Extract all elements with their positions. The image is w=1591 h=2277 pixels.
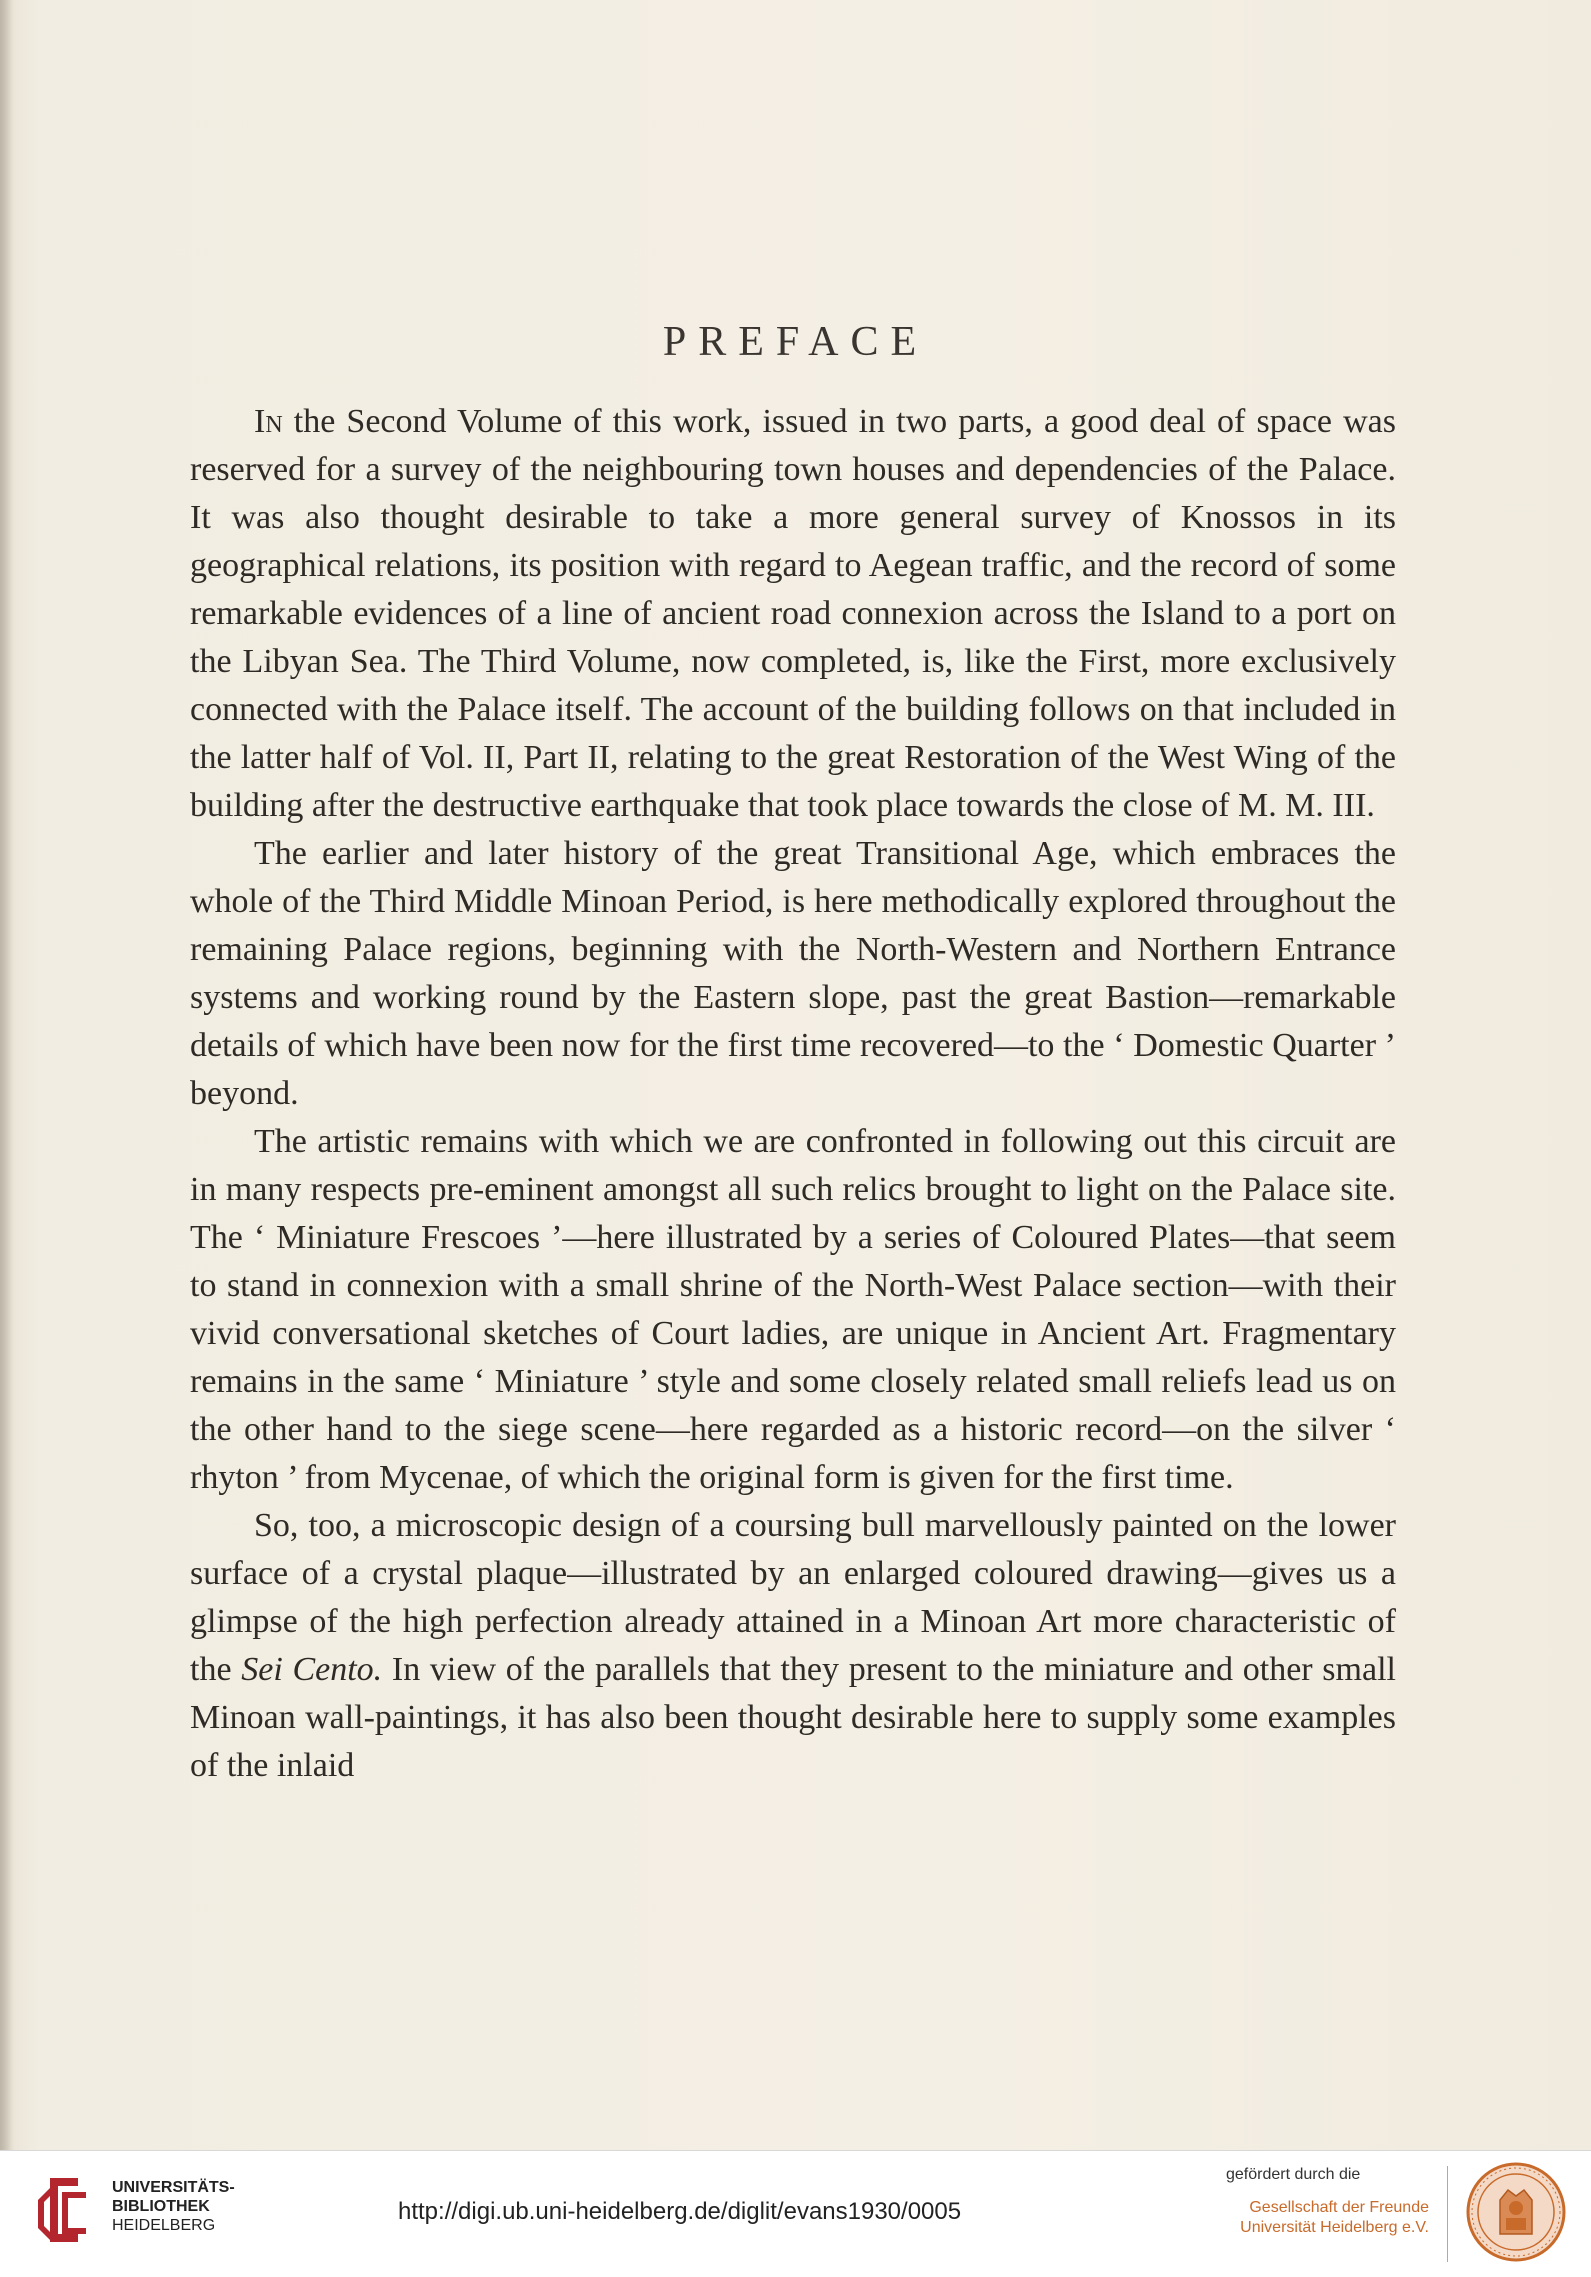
paragraph-1-lead: In (254, 403, 283, 440)
page-title: PREFACE (662, 319, 929, 365)
paragraph-3: The artistic remains with which we are confronted in following out this circuit are in many respects pre-eminent amongst all such relics brought to light on the Palace site. The ‘ Miniature Frescoes ’—here illustrated by a series of Coloured Plates—that seem to stand in connexion with a small shrine of the North-West Palace section—with their vivid conversational sketches of Court ladies, are unique in Ancient Art. Fragmentary remains in the same ‘ Miniature ’ style and some closely related small reliefs lead us on the other hand to the siege scene—here regarded as a historic record—on the silver ‘ rhyton ’ from Mycenae, of which the original form is given for the first time. (190, 1123, 1396, 1496)
library-name (112, 2178, 235, 2235)
paragraph-1-text: the Second Volume of this work, issued in two parts, a good deal of space was reserved for a survey of the neighbouring town houses and dependencies of the Palace. It was also thought desirable to take a more general survey of Knossos in its geographical relations, its position with regard to Aegean traffic, and the record of some remarkable evidences of a line of ancient road connexion across the Island to a port on the Libyan Sea. The Third Volume, now completed, is, like the First, more exclusively connected with the Palace itself. The account of the building follows on that included in the latter half of Vol. II, Part II, relating to the great Restoration of the West Wing of the building after the destructive earthquake that took place towards the close of M. M. III. (190, 403, 1396, 824)
paragraph-4 (190, 1502, 1396, 1790)
paragraph-2: The earlier and later history of the great Transitional Age, which embraces the whole of the Third Middle Minoan Period, is here methodically explored throughout the remaining Palace regions, beginning with the North-Western and Northern Entrance systems and working round by the Eastern slope, past the great Bastion—remarkable details of which have been now for the first time recovered—to the ‘ Domestic Quarter ’ beyond. (190, 835, 1396, 1112)
society-name-line-2: Universität Heidelberg e.V. (1240, 2219, 1429, 2236)
university-library-logo-icon (32, 2170, 96, 2250)
library-name-line-3: HEIDELBERG (112, 2217, 216, 2234)
society-name (1240, 2198, 1429, 2238)
library-name-line-2: BIBLIOTHEK (112, 2198, 210, 2215)
library-name-line-1: UNIVERSITÄTS- (112, 2179, 235, 2196)
paragraph-4-text-before: So, too, a microscopic design of a coursing bull marvellously painted on the lower surface of a crystal plaque—illustrated by an enlarged coloured drawing—gives us a glimpse of the high perfection already attained in a Minoan Art more characteristic of the (190, 1507, 1396, 1688)
funded-by-label: gefördert durch die (1226, 2166, 1361, 2183)
society-name-line-1: Gesellschaft der Freunde (1249, 2199, 1429, 2216)
paragraph-1 (190, 398, 1396, 830)
permalink-url[interactable]: http://digi.ub.uni-heidelberg.de/diglit/evans1930/0005 (398, 2198, 962, 2225)
paragraph-4-italic: Sei Cento. (241, 1651, 383, 1688)
footer-divider (1447, 2166, 1448, 2262)
body-text (190, 398, 1396, 1790)
university-seal-icon (1464, 2160, 1568, 2264)
paragraph-4-text-after: In view of the parallels that they present to the miniature and other small Minoan wall-paintings, it has also been thought desirable here to supply some examples of the inlaid (190, 1651, 1396, 1784)
